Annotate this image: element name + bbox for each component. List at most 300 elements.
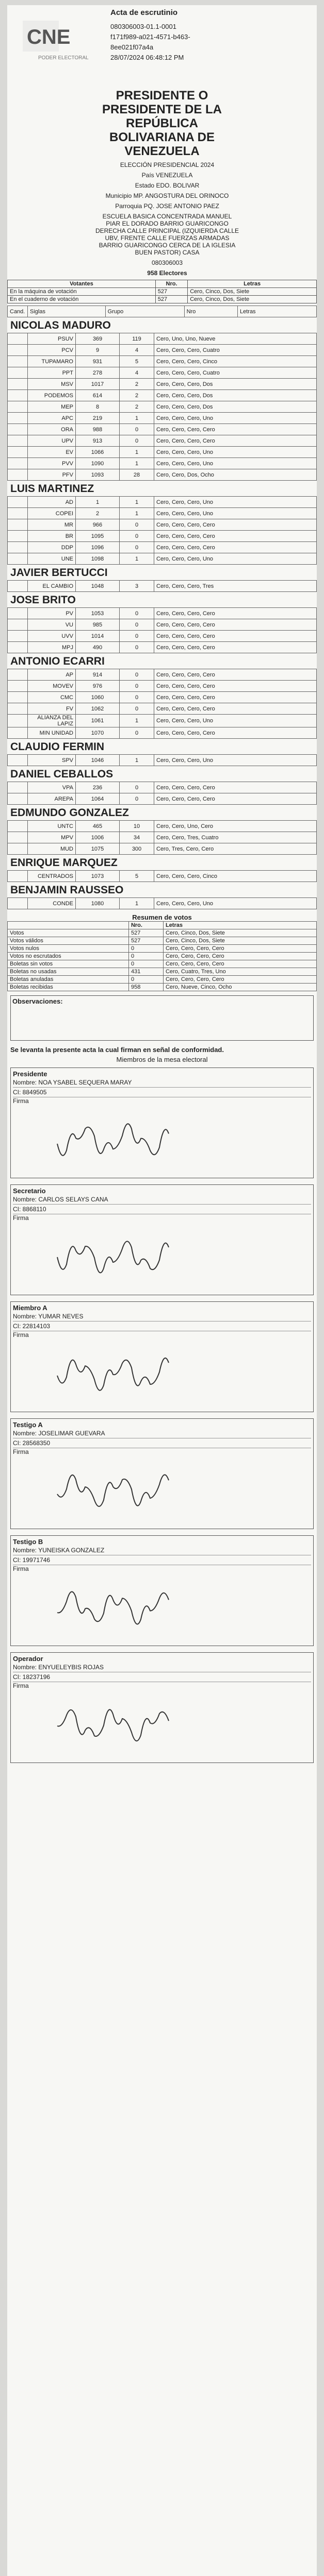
acta-code: 080306003-01.1-0001 [110, 23, 176, 30]
candidate-votes-table [7, 754, 317, 766]
observaciones-box [10, 995, 314, 1041]
table-row [8, 447, 317, 458]
blank-cell [8, 458, 28, 469]
member-name: Nombre: NOA YSABEL SEQUERA MARAY [13, 1078, 311, 1088]
blank-cell [8, 832, 28, 843]
cne-logo-icon [18, 15, 89, 64]
blank-cell [8, 424, 28, 435]
party-votes-letters: Cero, Cero, Cero, Dos [154, 379, 317, 390]
party-votes-letters: Cero, Cero, Cero, Cero [154, 608, 317, 619]
party-group: 931 [76, 356, 120, 367]
party-votes-letters: Cero, Cero, Cero, Cero [154, 703, 317, 715]
party-siglas: AREPA [28, 793, 76, 805]
blank-cell [8, 390, 28, 401]
votantes-letters: Cero, Cinco, Dos, Siete [188, 296, 317, 303]
blank-cell [8, 642, 28, 653]
blank-cell [8, 345, 28, 356]
party-votes: 10 [120, 821, 154, 832]
party-votes-letters: Cero, Tres, Cero, Cero [154, 843, 317, 855]
party-votes-letters: Cero, Cero, Cero, Cero [154, 542, 317, 553]
member-block [10, 1067, 314, 1178]
resumen-number: 527 [128, 937, 163, 945]
party-votes: 0 [120, 531, 154, 542]
party-siglas: MPJ [28, 642, 76, 653]
table-row [8, 379, 317, 390]
voting-center: ESCUELA BASICA CONCENTRADA MANUEL PIAR EL DORADO BARRIO GUARICONGO DERECHA CALLE PRINCIPAL (IZQUIERDA CALLE UBV, FRENTE CALLE FUERZAS ARMADAS BARRIO GUARICONGO CERCA DE LA IGLESIA BUEN PASTOR) CASA [95, 213, 239, 256]
party-votes-letters: Cero, Cero, Cero, Cero [154, 727, 317, 739]
member-ci: CI: 19971746 [13, 1555, 311, 1565]
party-votes-letters: Cero, Cero, Cero, Uno [154, 755, 317, 766]
party-group: 1090 [76, 458, 120, 469]
members-list [7, 1067, 317, 1763]
table-row [8, 968, 317, 976]
resumen-number: 0 [128, 945, 163, 953]
party-siglas: MOVEV [28, 681, 76, 692]
acta-uuid-1: f171f989-a021-4571-b463- [110, 33, 190, 41]
candidate-name: ANTONIO ECARRI [10, 655, 105, 667]
table-row [8, 669, 317, 681]
resumen-header [8, 922, 129, 929]
member-firma-label: Firma [13, 1214, 29, 1222]
candidate-votes-table [7, 333, 317, 481]
party-siglas: PSUV [28, 333, 76, 345]
party-votes-letters: Cero, Cero, Cero, Uno [154, 497, 317, 508]
party-votes: 0 [120, 608, 154, 619]
candidates-list [7, 317, 317, 909]
table-row [8, 929, 317, 937]
party-votes: 0 [120, 435, 154, 447]
party-siglas: PFV [28, 469, 76, 481]
party-siglas: FV [28, 703, 76, 715]
resumen-number: 0 [128, 976, 163, 984]
table-row [8, 288, 317, 296]
blank-cell [8, 367, 28, 379]
party-group: 1098 [76, 553, 120, 565]
party-votes-letters: Cero, Cero, Cero, Cero [154, 631, 317, 642]
party-siglas: AD [28, 497, 76, 508]
party-group: 2 [76, 508, 120, 519]
party-votes: 0 [120, 631, 154, 642]
party-siglas: CMC [28, 692, 76, 703]
resumen-letters: Cero, Cero, Cero, Cero [163, 976, 316, 984]
party-votes-letters: Cero, Cero, Cero, Dos [154, 390, 317, 401]
party-siglas: SPV [28, 755, 76, 766]
table-row [8, 367, 317, 379]
signature-icon [52, 1470, 186, 1512]
party-votes: 0 [120, 619, 154, 631]
party-votes: 2 [120, 379, 154, 390]
svg-text:PODER ELECTORAL: PODER ELECTORAL [38, 55, 89, 61]
candidate-name: JOSE BRITO [10, 594, 76, 606]
party-group: 1064 [76, 793, 120, 805]
party-group: 369 [76, 333, 120, 345]
party-votes: 1 [120, 447, 154, 458]
blank-cell [8, 631, 28, 642]
party-votes: 0 [120, 642, 154, 653]
member-ci: CI: 8868110 [13, 1205, 311, 1214]
center-code: 080306003 [151, 259, 183, 266]
member-firma-label: Firma [13, 1448, 29, 1455]
candidate-votes-table [7, 897, 317, 909]
candidate-votes-table [7, 496, 317, 565]
acta-title: Acta de escrutinio [110, 8, 178, 17]
party-votes-letters: Cero, Cero, Cero, Cero [154, 669, 317, 681]
member-name: Nombre: CARLOS SELAYS CANA [13, 1195, 311, 1205]
party-votes: 0 [120, 703, 154, 715]
party-siglas: BR [28, 531, 76, 542]
members-title: Miembros de la mesa electoral [116, 1056, 208, 1063]
municipality: Municipio MP. ANGOSTURA DEL ORINOCO [105, 192, 229, 199]
blank-cell [8, 469, 28, 481]
party-votes: 1 [120, 497, 154, 508]
resumen-letters: Cero, Cero, Cero, Cero [163, 953, 316, 960]
member-firma-label: Firma [13, 1331, 29, 1338]
resumen-number: 0 [128, 953, 163, 960]
table-row [8, 782, 317, 793]
member-firma-label: Firma [13, 1565, 29, 1572]
blank-cell [8, 898, 28, 909]
party-siglas: PV [28, 608, 76, 619]
party-votes: 2 [120, 401, 154, 413]
resumen-label: Boletas recibidas [8, 984, 129, 991]
election-info [95, 161, 239, 277]
blank-cell [8, 447, 28, 458]
member-ci: CI: 8849505 [13, 1088, 311, 1097]
table-row [8, 821, 317, 832]
blank-cell [8, 542, 28, 553]
party-votes: 0 [120, 793, 154, 805]
blank-cell [8, 871, 28, 882]
party-siglas: APC [28, 413, 76, 424]
party-votes: 1 [120, 508, 154, 519]
table-row [8, 642, 317, 653]
table-row [8, 832, 317, 843]
table-row [8, 984, 317, 991]
party-siglas: VPA [28, 782, 76, 793]
party-votes: 4 [120, 367, 154, 379]
table-row [8, 345, 317, 356]
party-siglas: EV [28, 447, 76, 458]
party-votes: 1 [120, 413, 154, 424]
party-votes-letters: Cero, Cero, Cero, Uno [154, 413, 317, 424]
blank-cell [8, 356, 28, 367]
resumen-label: Votos nulos [8, 945, 129, 953]
party-votes: 1 [120, 898, 154, 909]
resumen-label: Votos [8, 929, 129, 937]
parish: Parroquia PQ. JOSE ANTONIO PAEZ [115, 202, 219, 210]
table-row [8, 542, 317, 553]
table-row [8, 519, 317, 531]
party-votes-letters: Cero, Cero, Cero, Cinco [154, 871, 317, 882]
party-votes-letters: Cero, Cero, Cero, Uno [154, 553, 317, 565]
party-group: 1014 [76, 631, 120, 642]
party-siglas: MIN UNIDAD [28, 727, 76, 739]
resumen-label: Votos no escrutados [8, 953, 129, 960]
party-votes-letters: Cero, Cero, Cero, Tres [154, 581, 317, 592]
electors-count: 958 Electores [147, 269, 187, 277]
party-group: 985 [76, 619, 120, 631]
party-votes-letters: Cero, Cero, Cero, Cero [154, 681, 317, 692]
party-siglas: COPEI [28, 508, 76, 519]
party-siglas: ORA [28, 424, 76, 435]
candidate-votes-table [7, 607, 317, 653]
member-block [10, 1535, 314, 1646]
resumen-header: Nro. [128, 922, 163, 929]
table-row [8, 581, 317, 592]
party-votes: 0 [120, 782, 154, 793]
member-name: Nombre: YUMAR NEVES [13, 1312, 311, 1321]
acta-datetime: 28/07/2024 06:48:12 PM [110, 54, 184, 61]
candidate-votes-table [7, 870, 317, 882]
party-votes: 1 [120, 755, 154, 766]
blank-cell [8, 669, 28, 681]
party-votes: 0 [120, 519, 154, 531]
party-group: 1096 [76, 542, 120, 553]
blank-cell [8, 692, 28, 703]
signature-icon [52, 1353, 186, 1395]
party-votes: 0 [120, 681, 154, 692]
table-row [8, 390, 317, 401]
member-name: Nombre: JOSELIMAR GUEVARA [13, 1429, 311, 1438]
signature-icon [52, 1236, 186, 1278]
party-siglas: EL CAMBIO [28, 581, 76, 592]
party-votes: 1 [120, 715, 154, 727]
party-votes-letters: Cero, Cero, Cero, Uno [154, 447, 317, 458]
member-block [10, 1184, 314, 1295]
cand-header: Nro [184, 306, 237, 317]
table-row [8, 960, 317, 968]
party-siglas: PCV [28, 345, 76, 356]
party-votes-letters: Cero, Cero, Cero, Cero [154, 619, 317, 631]
candidate-votes-table [7, 782, 317, 805]
election-office-title: PRESIDENTE O PRESIDENTE DE LA REPÚBLICA BOLIVARIANA DE VENEZUELA [102, 89, 222, 158]
candidate-votes-table [7, 580, 317, 592]
table-row [8, 692, 317, 703]
table-row [8, 401, 317, 413]
cand-header: Grupo [105, 306, 184, 317]
party-votes-letters: Cero, Cero, Cero, Cero [154, 782, 317, 793]
party-group: 914 [76, 669, 120, 681]
party-group: 236 [76, 782, 120, 793]
party-votes-letters: Cero, Uno, Uno, Nueve [154, 333, 317, 345]
resumen-letters: Cero, Cinco, Dos, Siete [163, 929, 316, 937]
party-group: 1062 [76, 703, 120, 715]
votantes-label: En la máquina de votación [8, 288, 156, 296]
party-votes: 0 [120, 542, 154, 553]
member-ci: CI: 22814103 [13, 1321, 311, 1331]
votantes-header: Nro. [155, 280, 187, 288]
party-votes-letters: Cero, Cero, Cero, Uno [154, 898, 317, 909]
table-row [8, 508, 317, 519]
candidate-name: JAVIER BERTUCCI [10, 567, 108, 579]
table-row [8, 945, 317, 953]
party-group: 966 [76, 519, 120, 531]
resumen-number: 431 [128, 968, 163, 976]
party-group: 1095 [76, 531, 120, 542]
blank-cell [8, 401, 28, 413]
resumen-table [7, 921, 317, 991]
party-votes-letters: Cero, Cero, Uno, Cero [154, 821, 317, 832]
election-name: ELECCIÓN PRESIDENCIAL 2024 [120, 161, 215, 168]
party-siglas: MSV [28, 379, 76, 390]
resumen-title: Resumen de votos [132, 913, 192, 921]
table-row [8, 727, 317, 739]
blank-cell [8, 755, 28, 766]
party-siglas: AP [28, 669, 76, 681]
candidate-name: ENRIQUE MARQUEZ [10, 857, 118, 869]
member-name: Nombre: YUNEISKA GONZALEZ [13, 1546, 311, 1555]
party-votes: 34 [120, 832, 154, 843]
party-group: 614 [76, 390, 120, 401]
blank-cell [8, 727, 28, 739]
votantes-header: Letras [188, 280, 317, 288]
votantes-number: 527 [155, 288, 187, 296]
member-role: Presidente [13, 1070, 47, 1078]
table-row [8, 296, 317, 303]
party-votes: 300 [120, 843, 154, 855]
party-votes-letters: Cero, Cero, Cero, Cero [154, 424, 317, 435]
party-group: 1066 [76, 447, 120, 458]
cand-header: Letras [237, 306, 316, 317]
cand-header: Siglas [28, 306, 106, 317]
signature-icon [52, 1704, 186, 1745]
blank-cell [8, 333, 28, 345]
party-votes: 0 [120, 669, 154, 681]
country: País VENEZUELA [141, 172, 193, 179]
member-block [10, 1418, 314, 1529]
cand-table-header [7, 306, 317, 317]
table-row [8, 703, 317, 715]
party-group: 1 [76, 497, 120, 508]
party-siglas: ALIANZA DEL LAPIZ [28, 715, 76, 727]
party-group: 1070 [76, 727, 120, 739]
party-group: 1046 [76, 755, 120, 766]
member-name: Nombre: ENYUELEYBIS ROJAS [13, 1663, 311, 1672]
party-votes-letters: Cero, Cero, Cero, Cuatro [154, 345, 317, 356]
party-votes-letters: Cero, Cero, Cero, Cero [154, 692, 317, 703]
table-row [8, 413, 317, 424]
resumen-label: Boletas anuladas [8, 976, 129, 984]
candidate-name: EDMUNDO GONZALEZ [10, 807, 129, 819]
blank-cell [8, 843, 28, 855]
party-group: 976 [76, 681, 120, 692]
party-group: 988 [76, 424, 120, 435]
votantes-letters: Cero, Cinco, Dos, Siete [188, 288, 317, 296]
acta-uuid-2: 8ee021f07a4a [110, 43, 154, 51]
party-group: 1061 [76, 715, 120, 727]
resumen-letters: Cero, Nueve, Cinco, Ocho [163, 984, 316, 991]
party-group: 490 [76, 642, 120, 653]
party-votes: 1 [120, 458, 154, 469]
party-votes-letters: Cero, Cero, Cero, Cinco [154, 356, 317, 367]
party-votes-letters: Cero, Cero, Cero, Cero [154, 531, 317, 542]
blank-cell [8, 793, 28, 805]
member-role: Testigo B [13, 1538, 43, 1546]
party-siglas: MR [28, 519, 76, 531]
candidate-name: CLAUDIO FERMIN [10, 741, 104, 753]
party-votes-letters: Cero, Cero, Cero, Dos [154, 401, 317, 413]
table-row [8, 871, 317, 882]
resumen-header: Letras [163, 922, 316, 929]
party-votes: 5 [120, 356, 154, 367]
votantes-label: En el cuaderno de votación [8, 296, 156, 303]
table-row [8, 424, 317, 435]
resumen-label: Votos válidos [8, 937, 129, 945]
member-role: Testigo A [13, 1421, 43, 1429]
party-group: 465 [76, 821, 120, 832]
blank-cell [8, 519, 28, 531]
party-siglas: CONDE [28, 898, 76, 909]
votantes-table [7, 280, 317, 303]
blank-cell [8, 508, 28, 519]
party-votes: 5 [120, 871, 154, 882]
table-row [8, 619, 317, 631]
votantes-number: 527 [155, 296, 187, 303]
party-group: 1060 [76, 692, 120, 703]
party-group: 9 [76, 345, 120, 356]
resumen-number: 958 [128, 984, 163, 991]
party-group: 913 [76, 435, 120, 447]
resumen-label: Boletas no usadas [8, 968, 129, 976]
blank-cell [8, 413, 28, 424]
party-votes: 119 [120, 333, 154, 345]
blank-cell [8, 435, 28, 447]
signature-icon [52, 1587, 186, 1629]
party-group: 8 [76, 401, 120, 413]
party-votes-letters: Cero, Cero, Cero, Cero [154, 435, 317, 447]
blank-cell [8, 821, 28, 832]
party-votes-letters: Cero, Cero, Cero, Uno [154, 458, 317, 469]
state: Estado EDO. BOLIVAR [135, 182, 200, 189]
party-group: 1006 [76, 832, 120, 843]
resumen-label: Boletas sin votos [8, 960, 129, 968]
observaciones-label: Observaciones: [12, 997, 63, 1005]
party-siglas: CENTRADOS [28, 871, 76, 882]
blank-cell [8, 581, 28, 592]
cand-header: Cand. [8, 306, 28, 317]
resumen-number: 0 [128, 960, 163, 968]
party-votes-letters: Cero, Cero, Dos, Ocho [154, 469, 317, 481]
party-votes: 2 [120, 390, 154, 401]
table-row [8, 681, 317, 692]
conformity-note: Se levanta la presente acta la cual firman en señal de conformidad. [10, 1046, 224, 1054]
table-row [8, 898, 317, 909]
party-votes-letters: Cero, Cero, Cero, Uno [154, 715, 317, 727]
table-row [8, 937, 317, 945]
party-votes-letters: Cero, Cero, Cero, Cuatro [154, 367, 317, 379]
party-siglas: UNTC [28, 821, 76, 832]
party-siglas: DDP [28, 542, 76, 553]
table-row [8, 715, 317, 727]
party-group: 1073 [76, 871, 120, 882]
table-row [8, 435, 317, 447]
party-votes-letters: Cero, Cero, Cero, Cero [154, 642, 317, 653]
party-votes: 1 [120, 553, 154, 565]
party-group: 1053 [76, 608, 120, 619]
party-siglas: UNE [28, 553, 76, 565]
table-row [8, 843, 317, 855]
party-group: 1080 [76, 898, 120, 909]
party-votes-letters: Cero, Cero, Cero, Uno [154, 508, 317, 519]
resumen-letters: Cero, Cero, Cero, Cero [163, 960, 316, 968]
member-firma-label: Firma [13, 1682, 29, 1689]
acta-document [7, 5, 317, 2576]
party-siglas: MEP [28, 401, 76, 413]
table-row [8, 793, 317, 805]
votantes-header: Votantes [8, 280, 156, 288]
table-row [8, 469, 317, 481]
party-siglas: PVV [28, 458, 76, 469]
